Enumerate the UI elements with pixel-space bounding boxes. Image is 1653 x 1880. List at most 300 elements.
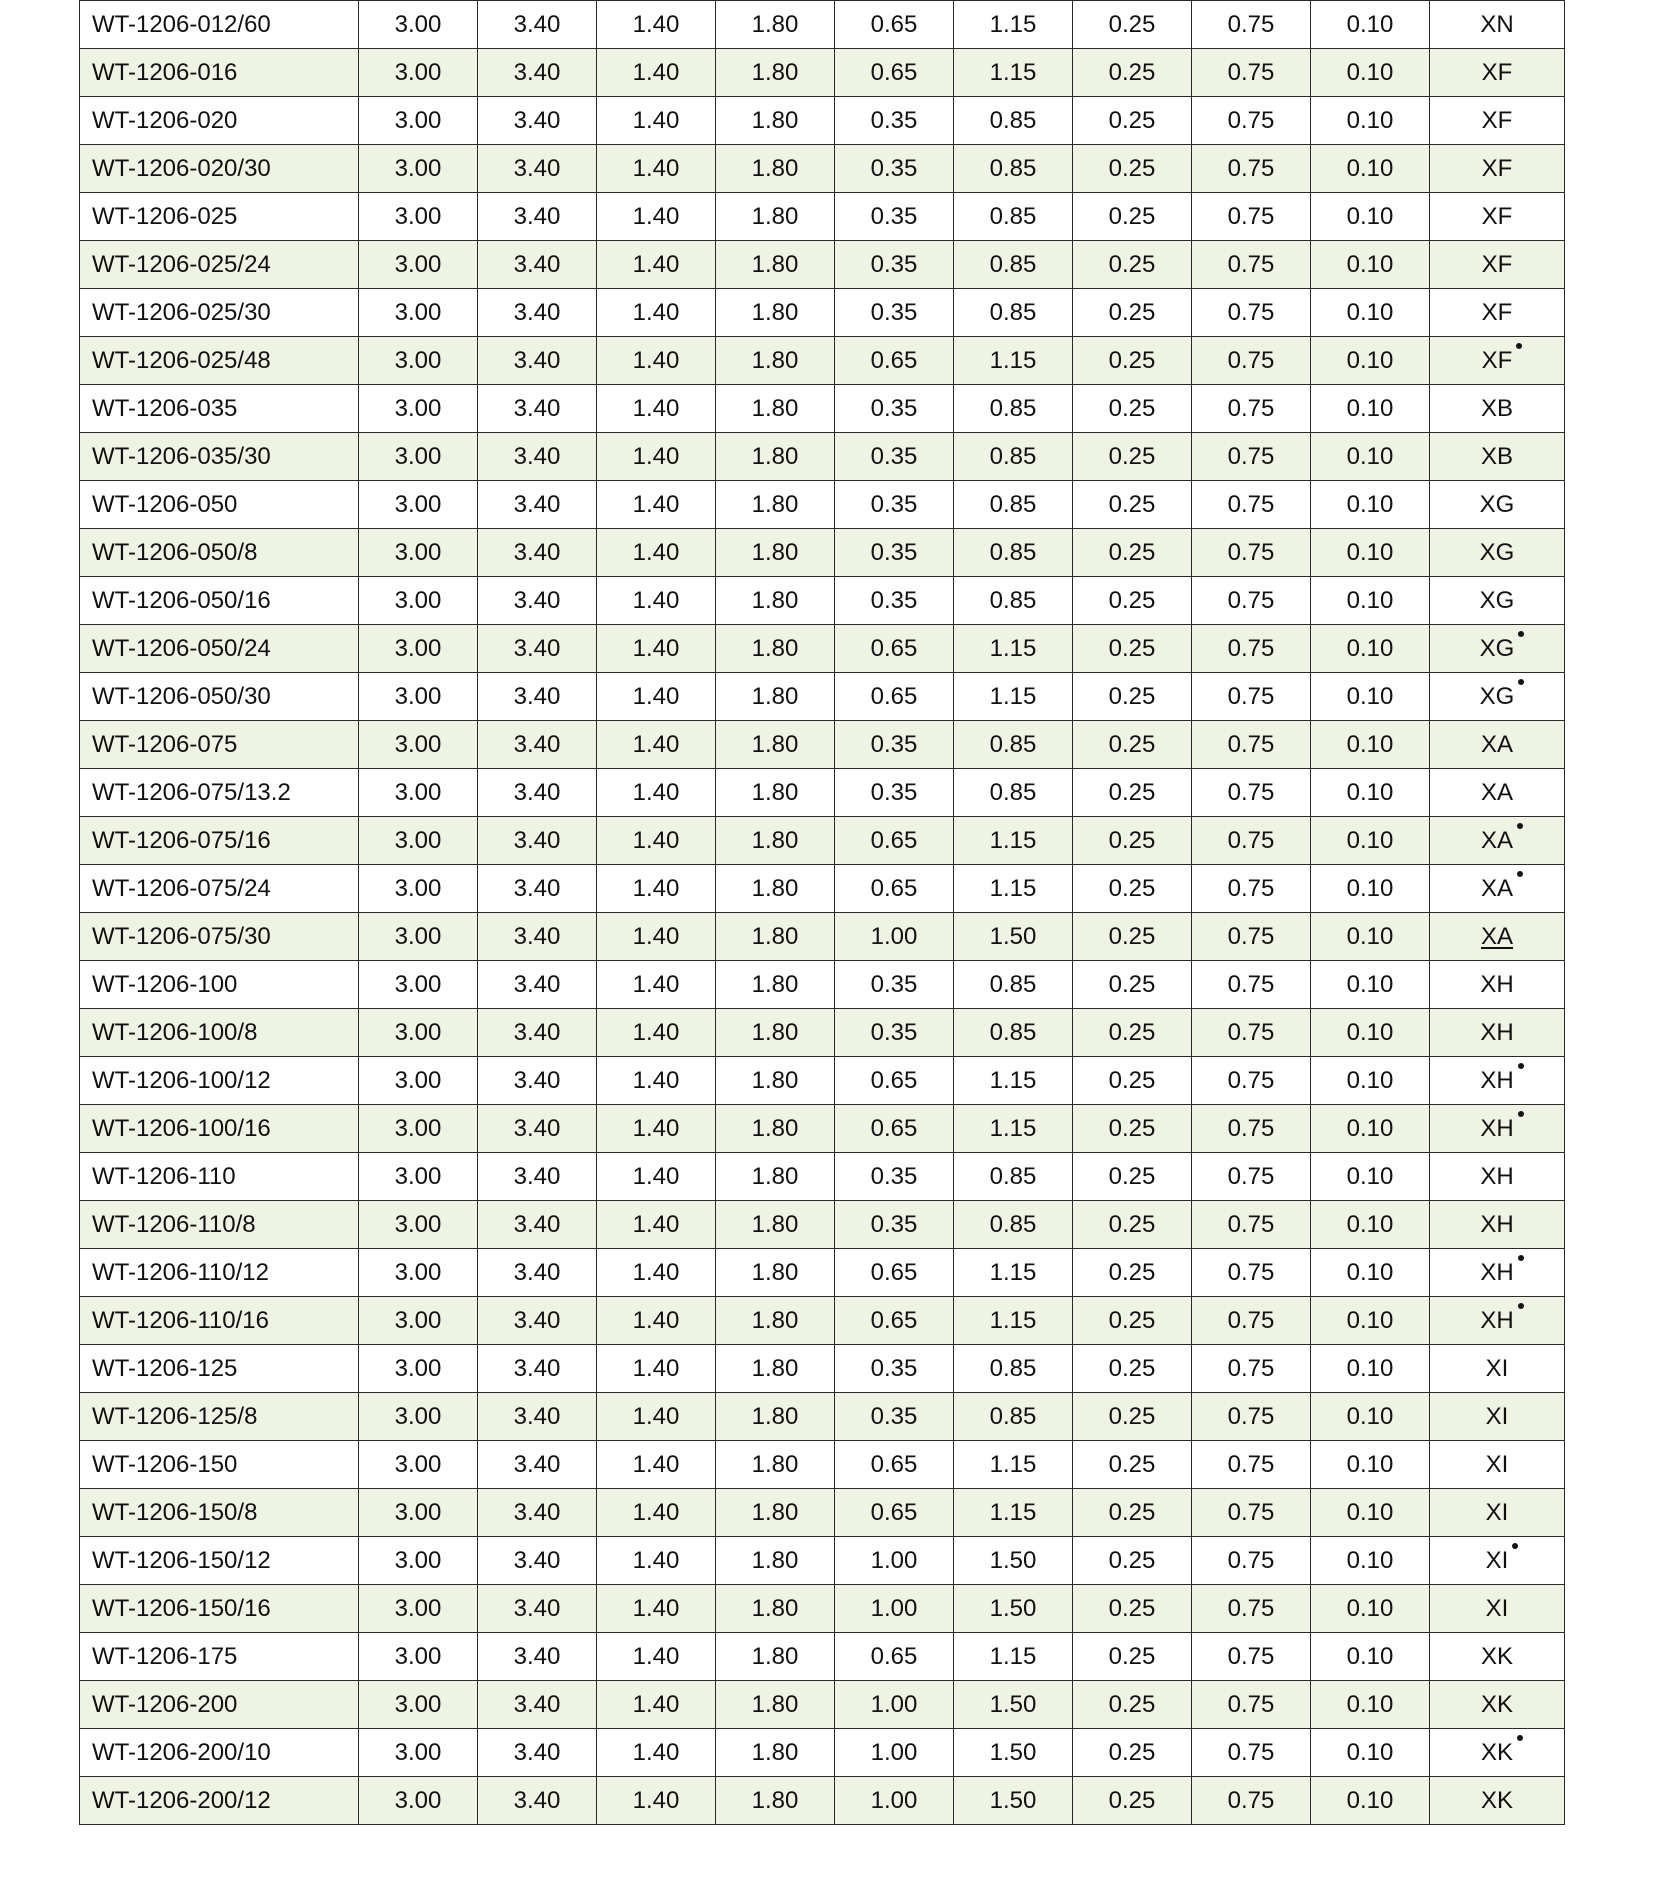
dimension-cell: 1.80 — [716, 577, 835, 625]
dimension-cell: 1.50 — [954, 1585, 1073, 1633]
dimension-cell: 0.25 — [1073, 721, 1192, 769]
part-number-cell: WT-1206-035/30 — [80, 433, 359, 481]
dimension-cell: 0.25 — [1073, 865, 1192, 913]
dimension-cell: 0.75 — [1192, 337, 1311, 385]
dimension-cell: 0.75 — [1192, 961, 1311, 1009]
dimension-cell: 3.00 — [359, 1729, 478, 1777]
dimension-cell: 1.40 — [597, 241, 716, 289]
dimension-cell: 0.35 — [835, 529, 954, 577]
dimension-cell: 0.75 — [1192, 1729, 1311, 1777]
dimension-cell: 0.75 — [1192, 1057, 1311, 1105]
bullet-dot-icon — [1516, 343, 1522, 349]
dimension-cell: 0.85 — [954, 1201, 1073, 1249]
part-number-cell: WT-1206-175 — [80, 1633, 359, 1681]
dimension-cell: 0.10 — [1311, 1441, 1430, 1489]
dimension-cell: 0.10 — [1311, 1, 1430, 49]
part-number-cell: WT-1206-150/12 — [80, 1537, 359, 1585]
dimension-cell: 0.65 — [835, 673, 954, 721]
dimension-cell: 0.25 — [1073, 1441, 1192, 1489]
dimension-cell: 0.85 — [954, 769, 1073, 817]
dimension-cell: 0.35 — [835, 145, 954, 193]
marking-code — [1481, 250, 1513, 278]
dimension-cell: 0.35 — [835, 433, 954, 481]
dimension-cell: 1.40 — [597, 145, 716, 193]
part-number-cell: WT-1206-125 — [80, 1345, 359, 1393]
marking-code-text: XI — [1485, 1402, 1509, 1430]
dimension-cell: 0.75 — [1192, 193, 1311, 241]
dimension-cell: 0.75 — [1192, 433, 1311, 481]
marking-code-text: XK — [1480, 1786, 1513, 1814]
marking-code-cell — [1430, 1345, 1565, 1393]
table-row — [80, 1777, 1565, 1825]
marking-code-text: XF — [1481, 58, 1513, 86]
dimension-cell: 0.25 — [1073, 1201, 1192, 1249]
marking-code-cell — [1430, 865, 1565, 913]
marking-code-text: XF — [1481, 250, 1513, 278]
dimension-cell: 1.80 — [716, 1345, 835, 1393]
dimension-cell: 1.40 — [597, 49, 716, 97]
marking-code-text: XH — [1480, 1162, 1514, 1190]
table-row — [80, 1537, 1565, 1585]
dimension-cell: 1.50 — [954, 1681, 1073, 1729]
table-row — [80, 481, 1565, 529]
dimension-cell: 0.10 — [1311, 817, 1430, 865]
dimension-cell: 0.65 — [835, 1249, 954, 1297]
dimension-cell: 3.00 — [359, 961, 478, 1009]
dimension-cell: 3.40 — [478, 1489, 597, 1537]
marking-code-cell — [1430, 1249, 1565, 1297]
part-number-cell: WT-1206-075 — [80, 721, 359, 769]
table-row — [80, 145, 1565, 193]
table-row — [80, 337, 1565, 385]
dimension-cell: 0.75 — [1192, 1585, 1311, 1633]
dimension-cell: 1.15 — [954, 817, 1073, 865]
dimension-cell: 0.10 — [1311, 145, 1430, 193]
marking-code-cell — [1430, 1441, 1565, 1489]
dimension-cell: 0.75 — [1192, 721, 1311, 769]
marking-code-text: XK — [1480, 1738, 1513, 1766]
table-row — [80, 625, 1565, 673]
dimension-cell: 3.00 — [359, 1345, 478, 1393]
part-number-cell: WT-1206-020 — [80, 97, 359, 145]
dimension-cell: 3.00 — [359, 1585, 478, 1633]
dimension-cell: 3.40 — [478, 433, 597, 481]
dimension-cell: 3.40 — [478, 49, 597, 97]
marking-code-text: XF — [1481, 346, 1513, 374]
dimension-cell: 0.10 — [1311, 577, 1430, 625]
marking-code — [1485, 1498, 1509, 1526]
dimension-cell: 0.10 — [1311, 721, 1430, 769]
dimension-cell: 1.80 — [716, 289, 835, 337]
dimension-cell: 3.40 — [478, 1297, 597, 1345]
bullet-dot-icon — [1518, 1111, 1524, 1117]
dimension-cell: 0.75 — [1192, 1, 1311, 49]
marking-code — [1480, 1162, 1514, 1190]
part-number-cell: WT-1206-200/12 — [80, 1777, 359, 1825]
marking-code-cell — [1430, 193, 1565, 241]
marking-code-cell — [1430, 1777, 1565, 1825]
dimension-cell: 0.75 — [1192, 769, 1311, 817]
dimension-cell: 0.75 — [1192, 625, 1311, 673]
marking-code — [1480, 778, 1513, 806]
marking-code-cell — [1430, 1297, 1565, 1345]
dimension-cell: 3.00 — [359, 577, 478, 625]
dimension-cell: 0.85 — [954, 97, 1073, 145]
part-number-cell: WT-1206-020/30 — [80, 145, 359, 193]
marking-code — [1480, 1210, 1514, 1238]
dimension-cell: 3.40 — [478, 1633, 597, 1681]
marking-code-cell — [1430, 145, 1565, 193]
part-number-cell: WT-1206-050 — [80, 481, 359, 529]
dimension-cell: 0.25 — [1073, 913, 1192, 961]
marking-code — [1481, 202, 1513, 230]
dimension-cell: 0.10 — [1311, 1105, 1430, 1153]
dimension-cell: 0.35 — [835, 1009, 954, 1057]
marking-code-text: XI — [1485, 1354, 1509, 1382]
dimension-cell: 3.00 — [359, 1, 478, 49]
dimension-cell: 1.80 — [716, 865, 835, 913]
dimension-cell: 1.80 — [716, 1681, 835, 1729]
part-number-cell: WT-1206-110/12 — [80, 1249, 359, 1297]
dimension-cell: 0.85 — [954, 241, 1073, 289]
dimension-cell: 3.40 — [478, 1057, 597, 1105]
part-number-cell: WT-1206-150/16 — [80, 1585, 359, 1633]
marking-code — [1480, 1018, 1514, 1046]
dimension-cell: 0.10 — [1311, 865, 1430, 913]
dimension-cell: 3.00 — [359, 721, 478, 769]
dimension-cell: 0.10 — [1311, 1249, 1430, 1297]
dimension-cell: 3.00 — [359, 1201, 478, 1249]
dimension-cell: 3.00 — [359, 337, 478, 385]
dimension-cell: 0.10 — [1311, 481, 1430, 529]
dimension-cell: 1.40 — [597, 529, 716, 577]
dimension-cell: 0.85 — [954, 481, 1073, 529]
bullet-dot-icon — [1517, 1735, 1523, 1741]
marking-code — [1481, 106, 1513, 134]
dimension-cell: 3.40 — [478, 97, 597, 145]
part-number-cell: WT-1206-100 — [80, 961, 359, 1009]
marking-code — [1480, 10, 1514, 38]
dimension-cell: 1.15 — [954, 1489, 1073, 1537]
table-row — [80, 1009, 1565, 1057]
dimension-cell: 3.00 — [359, 49, 478, 97]
dimension-cell: 1.40 — [597, 1441, 716, 1489]
dimension-cell: 1.40 — [597, 1, 716, 49]
dimension-cell: 0.10 — [1311, 1345, 1430, 1393]
dimension-cell: 0.10 — [1311, 1729, 1430, 1777]
dimension-cell: 1.80 — [716, 145, 835, 193]
dimension-cell: 3.40 — [478, 385, 597, 433]
part-number-cell: WT-1206-125/8 — [80, 1393, 359, 1441]
dimension-cell: 0.10 — [1311, 241, 1430, 289]
dimension-cell: 1.80 — [716, 1009, 835, 1057]
dimension-cell: 0.35 — [835, 769, 954, 817]
dimension-cell: 1.40 — [597, 1249, 716, 1297]
dimension-cell: 1.15 — [954, 1297, 1073, 1345]
dimension-cell: 0.75 — [1192, 913, 1311, 961]
dimension-cell: 0.25 — [1073, 1297, 1192, 1345]
dimension-cell: 0.75 — [1192, 1777, 1311, 1825]
dimension-cell: 1.00 — [835, 1585, 954, 1633]
dimension-cell: 0.10 — [1311, 1009, 1430, 1057]
part-number-cell: WT-1206-100/8 — [80, 1009, 359, 1057]
marking-code-cell — [1430, 817, 1565, 865]
dimension-cell: 0.35 — [835, 721, 954, 769]
marking-code — [1480, 442, 1513, 470]
dimension-cell: 1.40 — [597, 577, 716, 625]
dimension-cell: 3.40 — [478, 1249, 597, 1297]
dimension-cell: 0.65 — [835, 1441, 954, 1489]
marking-code — [1480, 730, 1513, 758]
dimension-cell: 1.80 — [716, 913, 835, 961]
dimension-cell: 0.85 — [954, 385, 1073, 433]
dimension-cell: 0.10 — [1311, 289, 1430, 337]
dimension-cell: 0.25 — [1073, 817, 1192, 865]
dimension-cell: 1.50 — [954, 913, 1073, 961]
dimension-cell: 1.40 — [597, 1777, 716, 1825]
marking-code — [1480, 1690, 1513, 1718]
dimension-cell: 0.10 — [1311, 1537, 1430, 1585]
dimension-cell: 0.10 — [1311, 337, 1430, 385]
dimension-cell: 1.80 — [716, 1441, 835, 1489]
dimension-cell: 1.50 — [954, 1537, 1073, 1585]
dimension-cell: 1.40 — [597, 961, 716, 1009]
marking-code-cell — [1430, 97, 1565, 145]
dimension-cell: 3.00 — [359, 1153, 478, 1201]
marking-code-cell — [1430, 1393, 1565, 1441]
marking-code-text: XB — [1480, 442, 1513, 470]
dimension-cell: 1.15 — [954, 337, 1073, 385]
dimension-cell: 0.75 — [1192, 49, 1311, 97]
marking-code-text: XH — [1480, 1210, 1514, 1238]
marking-code-cell — [1430, 625, 1565, 673]
dimension-cell: 0.75 — [1192, 529, 1311, 577]
marking-code-cell — [1430, 1681, 1565, 1729]
dimension-cell: 0.65 — [835, 1, 954, 49]
marking-code-text: XF — [1481, 202, 1513, 230]
marking-code — [1479, 634, 1515, 662]
dimension-cell: 1.80 — [716, 1057, 835, 1105]
marking-code — [1480, 874, 1513, 902]
dimension-cell: 0.85 — [954, 145, 1073, 193]
part-number-cell: WT-1206-075/30 — [80, 913, 359, 961]
part-number-cell: WT-1206-016 — [80, 49, 359, 97]
dimension-cell: 1.40 — [597, 1729, 716, 1777]
dimension-cell: 1.40 — [597, 385, 716, 433]
dimension-cell: 0.65 — [835, 817, 954, 865]
dimension-cell: 1.80 — [716, 1105, 835, 1153]
part-number-cell: WT-1206-100/12 — [80, 1057, 359, 1105]
dimension-cell: 1.80 — [716, 1, 835, 49]
dimension-cell: 0.10 — [1311, 49, 1430, 97]
dimension-cell: 0.10 — [1311, 1585, 1430, 1633]
part-number-cell: WT-1206-025/30 — [80, 289, 359, 337]
marking-code — [1485, 1594, 1509, 1622]
marking-code-text: XF — [1481, 154, 1513, 182]
dimension-cell: 1.40 — [597, 625, 716, 673]
dimension-cell: 1.40 — [597, 1201, 716, 1249]
dimension-cell: 1.80 — [716, 193, 835, 241]
dimension-cell: 3.00 — [359, 1489, 478, 1537]
dimension-cell: 0.85 — [954, 1345, 1073, 1393]
dimension-cell: 0.85 — [954, 961, 1073, 1009]
dimension-cell: 0.25 — [1073, 1537, 1192, 1585]
dimension-cell: 1.40 — [597, 1681, 716, 1729]
dimension-cell: 0.10 — [1311, 1633, 1430, 1681]
marking-code — [1481, 154, 1513, 182]
dimension-cell: 0.65 — [835, 865, 954, 913]
part-number-cell: WT-1206-110 — [80, 1153, 359, 1201]
dimension-cell: 0.85 — [954, 1393, 1073, 1441]
dimension-cell: 0.25 — [1073, 673, 1192, 721]
dimension-cell: 3.40 — [478, 1537, 597, 1585]
marking-code — [1480, 1066, 1514, 1094]
marking-code-text: XF — [1481, 106, 1513, 134]
dimension-cell: 0.75 — [1192, 1489, 1311, 1537]
dimension-cell: 3.00 — [359, 1057, 478, 1105]
dimension-cell: 0.25 — [1073, 1009, 1192, 1057]
dimension-cell: 3.00 — [359, 481, 478, 529]
dimension-cell: 1.80 — [716, 1489, 835, 1537]
marking-code-text: XG — [1479, 490, 1515, 518]
marking-code-cell — [1430, 673, 1565, 721]
dimension-cell: 0.75 — [1192, 1393, 1311, 1441]
marking-code-text: XB — [1480, 394, 1513, 422]
marking-code-text: XN — [1480, 10, 1514, 38]
marking-code — [1480, 1114, 1514, 1142]
dimension-cell: 0.75 — [1192, 1009, 1311, 1057]
marking-code-text: XG — [1479, 538, 1515, 566]
marking-code-text: XH — [1480, 1066, 1514, 1094]
dimension-cell: 0.10 — [1311, 1489, 1430, 1537]
dimension-cell: 3.40 — [478, 529, 597, 577]
table-row — [80, 1201, 1565, 1249]
dimension-cell: 3.40 — [478, 673, 597, 721]
dimension-cell: 0.35 — [835, 289, 954, 337]
marking-code-text: XA — [1480, 922, 1513, 950]
dimension-cell: 3.40 — [478, 241, 597, 289]
dimension-cell: 3.00 — [359, 1297, 478, 1345]
dimension-cell: 3.40 — [478, 337, 597, 385]
marking-code — [1480, 1642, 1513, 1670]
marking-code-cell — [1430, 577, 1565, 625]
dimension-cell: 0.65 — [835, 337, 954, 385]
dimension-cell: 0.25 — [1073, 1633, 1192, 1681]
part-number-cell: WT-1206-050/8 — [80, 529, 359, 577]
table-row — [80, 289, 1565, 337]
dimension-cell: 3.40 — [478, 1153, 597, 1201]
dimension-cell: 0.85 — [954, 721, 1073, 769]
dimension-cell: 0.10 — [1311, 913, 1430, 961]
dimension-cell: 1.00 — [835, 1729, 954, 1777]
dimension-cell: 1.15 — [954, 1057, 1073, 1105]
dimension-cell: 1.80 — [716, 1297, 835, 1345]
dimension-cell: 0.85 — [954, 1009, 1073, 1057]
dimension-cell: 0.10 — [1311, 193, 1430, 241]
dimension-cell: 1.40 — [597, 817, 716, 865]
table-row — [80, 1393, 1565, 1441]
part-number-cell: WT-1206-050/24 — [80, 625, 359, 673]
table-row — [80, 769, 1565, 817]
table-row — [80, 193, 1565, 241]
marking-code — [1479, 682, 1515, 710]
dimension-cell: 0.75 — [1192, 1441, 1311, 1489]
dimension-cell: 1.40 — [597, 1633, 716, 1681]
dimension-cell: 0.25 — [1073, 97, 1192, 145]
marking-code — [1480, 1738, 1513, 1766]
table-row — [80, 1345, 1565, 1393]
dimension-cell: 0.10 — [1311, 625, 1430, 673]
bullet-dot-icon — [1518, 1063, 1524, 1069]
marking-code — [1481, 298, 1513, 326]
dimension-cell: 0.25 — [1073, 1777, 1192, 1825]
dimension-cell: 3.40 — [478, 1681, 597, 1729]
dimension-cell: 0.10 — [1311, 1393, 1430, 1441]
dimension-cell: 3.40 — [478, 1585, 597, 1633]
marking-code-cell — [1430, 433, 1565, 481]
dimension-cell: 3.00 — [359, 1537, 478, 1585]
marking-code-cell — [1430, 529, 1565, 577]
dimension-cell: 0.25 — [1073, 289, 1192, 337]
dimension-cell: 1.40 — [597, 1057, 716, 1105]
dimension-cell: 0.75 — [1192, 241, 1311, 289]
dimension-cell: 0.10 — [1311, 1297, 1430, 1345]
table-row — [80, 1441, 1565, 1489]
marking-code-text: XH — [1480, 1114, 1514, 1142]
dimension-cell: 1.15 — [954, 673, 1073, 721]
dimension-cell: 3.40 — [478, 1201, 597, 1249]
dimension-cell: 0.75 — [1192, 1633, 1311, 1681]
part-number-cell: WT-1206-075/13.2 — [80, 769, 359, 817]
dimension-cell: 0.35 — [835, 385, 954, 433]
dimension-cell: 1.40 — [597, 865, 716, 913]
marking-code-cell — [1430, 1153, 1565, 1201]
table-row — [80, 49, 1565, 97]
part-number-cell: WT-1206-110/8 — [80, 1201, 359, 1249]
dimension-cell: 1.80 — [716, 817, 835, 865]
dimension-cell: 3.00 — [359, 1681, 478, 1729]
marking-code-text: XI — [1485, 1450, 1509, 1478]
dimension-cell: 3.00 — [359, 433, 478, 481]
bullet-dot-icon — [1512, 1543, 1518, 1549]
marking-code — [1481, 58, 1513, 86]
part-number-cell: WT-1206-050/16 — [80, 577, 359, 625]
dimension-cell: 3.40 — [478, 193, 597, 241]
dimension-cell: 1.15 — [954, 1, 1073, 49]
dimension-cell: 3.00 — [359, 193, 478, 241]
dimension-cell: 1.80 — [716, 481, 835, 529]
dimension-cell: 0.25 — [1073, 625, 1192, 673]
table-row — [80, 673, 1565, 721]
marking-code — [1480, 394, 1513, 422]
dimension-cell: 0.75 — [1192, 817, 1311, 865]
marking-code-cell — [1430, 1633, 1565, 1681]
marking-code — [1480, 922, 1513, 950]
marking-code-text: XH — [1480, 1018, 1514, 1046]
dimension-cell: 3.00 — [359, 289, 478, 337]
marking-code-text: XG — [1479, 586, 1515, 614]
dimension-cell: 1.80 — [716, 337, 835, 385]
marking-code-text: XA — [1480, 874, 1513, 902]
dimension-cell: 1.40 — [597, 1345, 716, 1393]
part-number-cell: WT-1206-025 — [80, 193, 359, 241]
table-row — [80, 1, 1565, 49]
part-number-cell: WT-1206-025/48 — [80, 337, 359, 385]
dimension-cell: 1.15 — [954, 49, 1073, 97]
dimension-cell: 3.00 — [359, 529, 478, 577]
dimension-cell: 3.40 — [478, 145, 597, 193]
dimension-cell: 0.10 — [1311, 769, 1430, 817]
